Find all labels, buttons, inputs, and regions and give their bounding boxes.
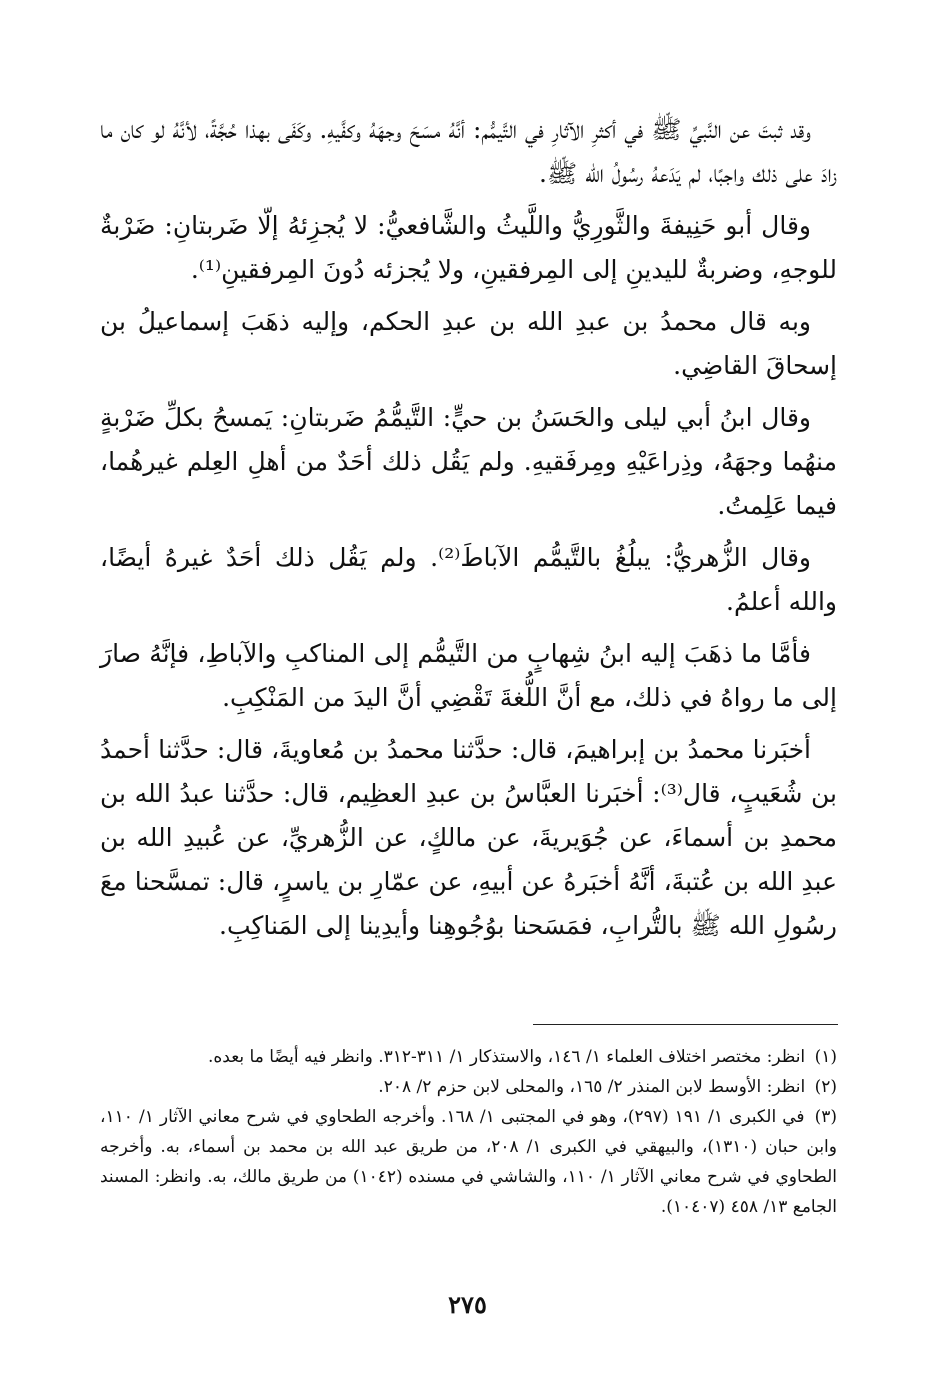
footnote-2: [100, 1072, 837, 1102]
footnote-number: (١): [814, 1047, 837, 1067]
footnotes: [100, 1042, 837, 1222]
paragraph-3: وبه قال محمدُ بن عبدِ الله بن عبدِ الحكم، وإليه ذهَبَ إسماعيلُ بن إسحاقَ القاضِي.: [100, 307, 837, 380]
footnote-text: انظر: الأوسط لابن المنذر ٢/ ١٦٥، والمحلى لابن حزم ٢/ ٢٠٨.: [378, 1077, 806, 1097]
page-number: ٢٧٥: [448, 1290, 487, 1319]
footnote-text: انظر: مختصر اختلاف العلماء ١/ ١٤٦، والاستذكار ١/ ٣١١-٣١٢. وانظر فيه أيضًا ما بعده.: [207, 1047, 806, 1067]
footnote-divider: [533, 1024, 838, 1025]
paragraph-5: وقال الزُّهريُّ: يبلُغُ بالتَّيمُّم الآباطَ⁽²⁾. ولم يَقُل ذلك أحَدٌ غيرهُ أيضًا، والله أعلمُ.: [100, 543, 837, 616]
paragraph-4: وقال ابنُ أبي ليلى والحَسَنُ بن حيٍّ: التَّيمُّمُ ضَربتانِ: يَمسحُ بكلِّ ضَرْبةٍ منهُما وجهَهُ، وذِراعَيْهِ ومِرفَقيهِ. ولم يَقُل ذلك أحَدٌ من أهلِ العِلم غيرهُما، فيما عَلِمتُ.: [100, 403, 837, 520]
paragraph-6: فأمَّا ما ذهَبَ إليه ابنُ شِهابٍ من التَّيمُّم إلى المناكبِ والآباطِ، فإنَّهُ صارَ إلى ما رواهُ في ذلك، مع أنَّ اللُّغةَ تَقْضِي أنَّ اليدَ من المَنْكِبِ.: [100, 639, 837, 712]
footnote-3: [100, 1102, 837, 1222]
paragraph-7: أخبَرنا محمدُ بن إبراهيمَ، قال: حدَّثنا محمدُ بن مُعاويةَ، قال: حدَّثنا أحمدُ بن شُعَيبٍ، قال⁽³⁾: أخبَرنا العبَّاسُ بن عبدِ العظِيم، قال: حدَّثنا عبدُ الله بن محمدِ بن أسماءَ، عن جُوَيريةَ، عن مالكٍ، عن الزُّهريِّ، عن عُبيدِ الله بن عبدِ الله بن عُتبةَ، أنَّهُ أخبَرهُ عن أبيهِ، عن عمّارِ بن ياسرٍ، قال: تمسَّحنا معَ رسُولِ الله ﷺ بالتُّرابِ، فمَسَحنا بوُجُوهِنا وأيدِينا إلى المَناكِبِ.: [100, 735, 837, 940]
main-text: [100, 108, 837, 948]
footnote-1: [100, 1042, 837, 1072]
footnote-number: (٣): [814, 1107, 838, 1127]
footnote-number: (٢): [814, 1077, 837, 1097]
paragraph-2: وقال أبو حَنِيفةَ والثَّورِيُّ واللَّيثُ والشَّافعيُّ: لا يُجزِئهُ إلّا ضَربتانِ: ضَرْبةٌ للوجهِ، وضربةٌ لليدينِ إلى المِرفقينِ، ولا يُجزئه دُونَ المِرفقينِ⁽¹⁾.: [100, 211, 837, 284]
paragraph-1: وقد ثبتَ عن النَّبيِّ ﷺ في أكثرِ الآثارِ في التَّيمُّم: أنَّهُ مسَحَ وجهَهُ وكفَّيهِ. وكَفَى بهذا حُجَّةً، لأنَّهُ لو كان ما زادَ على ذلك واجبًا، لم يَدَعهُ رسُولُ الله ﷺ.: [100, 115, 837, 188]
footnote-text: في الكبرى ١/ ١٩١ (٢٩٧)، وهو في المجتبى ١/ ١٦٨. وأخرجه الطحاوي في شرح معاني الآثار ١/ ١١٠، وابن حبان (١٣١٠)، والبيهقي في الكبرى ١/ ٢٠٨، من طريق عبد الله بن محمد بن أسماء، به. وأخرجه الطحاوي في شرح معاني الآثار ١/ ١١٠، والشاشي في مسنده (١٠٤٢) من طريق مالك، به. وانظر: المسند الجامع ١٣/ ٤٥٨ (١٠٤٠٧).: [100, 1107, 837, 1217]
